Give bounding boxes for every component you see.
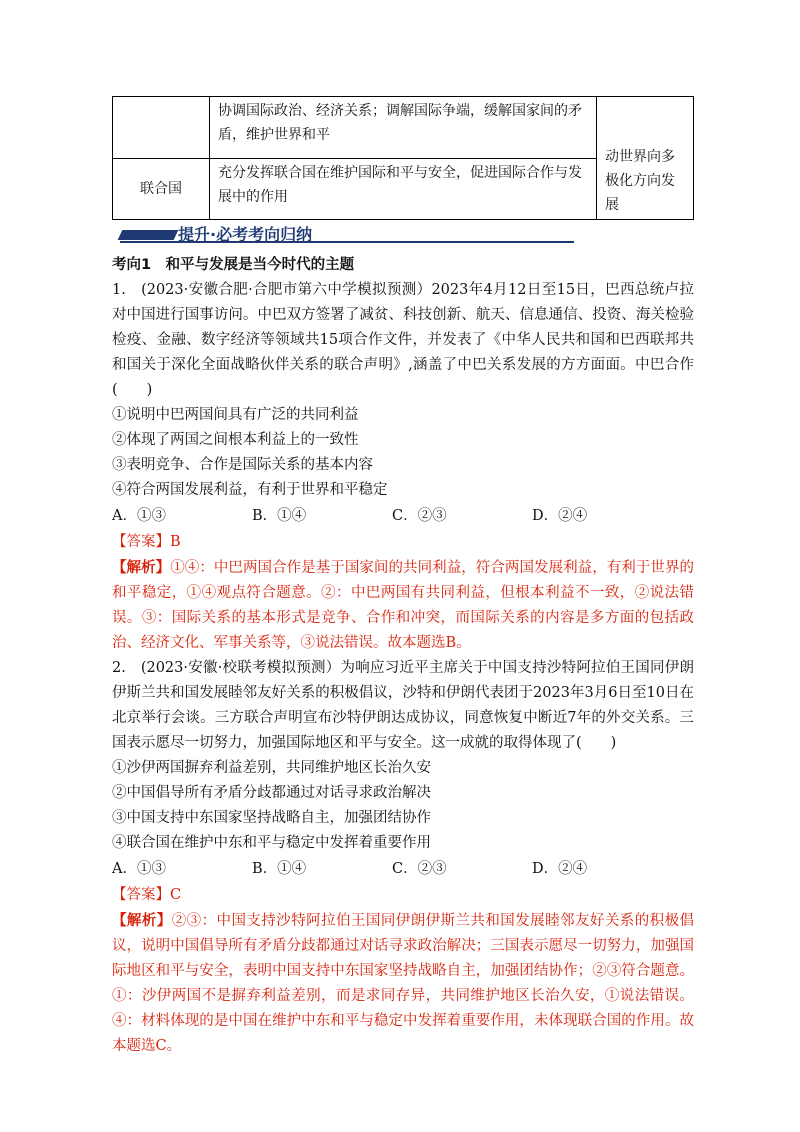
- choice-b: B．①④: [252, 861, 307, 877]
- table-cell: 充分发挥联合国在维护国际和平与安全，促进国际合作与发展中的作用: [210, 158, 597, 220]
- question-statement: ②中国倡导所有矛盾分歧都通过对话寻求政治解决: [112, 785, 431, 801]
- choice-a: A．①③: [112, 508, 166, 524]
- question-statement: ①沙伊两国摒弃利益差别，共同维护地区长治久安: [112, 760, 431, 776]
- answer-label: 【答案】: [112, 887, 170, 903]
- choice-d: D．②④: [532, 508, 588, 524]
- question-1: [112, 278, 694, 656]
- banner-title: 提升·必考考向归纳: [178, 225, 313, 244]
- banner-bar-decoration: [118, 230, 179, 240]
- answer-choices: [112, 856, 694, 882]
- section-heading: 考向1 和平与发展是当今时代的主题: [112, 257, 355, 273]
- table-cell: [597, 97, 694, 220]
- analysis-block: [112, 555, 694, 656]
- question-statement: ①说明中巴两国间具有广泛的共同利益: [112, 407, 359, 423]
- analysis-text: ①④：中巴两国合作是基于国家间的共同利益，符合两国发展利益，有利于世界的和平稳定，①④观点符合题意。②：中巴两国有共同利益，但根本利益不一致，②说法错误。③：国际关系的基本形式是竞争、合作和冲突，而国际关系的内容是多方面的包括政治、经济文化、军事关系等，③说法错误。故本题选B。: [112, 560, 695, 651]
- table-cell: [113, 97, 210, 159]
- answer-line: [112, 529, 694, 555]
- analysis-text: ②③：中国支持沙特阿拉伯王国同伊朗伊斯兰共和国发展睦邻友好关系的积极倡议，说明中国倡导所有矛盾分歧都通过对话寻求政治解决；三国表示愿尽一切努力，加强国际地区和平与安全，表明中国支持中东国家坚持战略自主，加强团结协作；②③符合题意。①：沙伊两国不是摒弃利益差别，而是求同存异，共同维护地区长治久安，①说法错误。④：材料体现的是中国在维护中东和平与稳定中发挥着重要作用，未体现联合国的作用。故本题选C。: [112, 913, 695, 1054]
- answer-value: B: [170, 534, 181, 550]
- question-statement: ②体现了两国之间根本利益上的一致性: [112, 432, 359, 448]
- question-statement: ④符合两国发展利益，有利于世界和平稳定: [112, 482, 388, 498]
- section-banner: [112, 222, 694, 246]
- table-cell-text: 动世界向多极化方向发展: [605, 149, 675, 213]
- analysis-label: 【解析】: [112, 912, 172, 929]
- question-2: [112, 656, 694, 1059]
- comparison-table: [112, 96, 694, 220]
- choice-d: D．②④: [532, 861, 588, 877]
- question-statement: ④联合国在维护中东和平与稳定中发挥着重要作用: [112, 835, 431, 851]
- choice-b: B．①④: [252, 508, 307, 524]
- question-stem: 1. (2023·安徽合肥·合肥市第六中学模拟预测）2023年4月12日至15日，巴西总统卢拉对中国进行国事访问。中巴双方签署了减贫、科技创新、航天、信息通信、投资、海关检验检疫、金融、数字经济等领域共15项合作文件，并发表了《中华人民共和国和巴西联邦共和国关于深化全面战略伙伴关系的联合声明》,涵盖了中巴关系发展的方方面面。中巴合作( ): [112, 282, 694, 398]
- table-cell: 联合国: [113, 158, 210, 220]
- question-statement: ③表明竞争、合作是国际关系的基本内容: [112, 457, 373, 473]
- analysis-label: 【解析】: [112, 559, 171, 576]
- table-row: [113, 97, 694, 159]
- analysis-block: [112, 908, 694, 1059]
- answer-label: 【答案】: [112, 534, 170, 550]
- page-content: [112, 96, 694, 1059]
- choice-a: A．①③: [112, 861, 166, 877]
- table-cell: 协调国际政治、经济关系；调解国际争端，缓解国家间的矛盾，维护世界和平: [210, 97, 597, 159]
- choice-c: C．②③: [392, 861, 447, 877]
- answer-line: [112, 882, 694, 908]
- answer-value: C: [170, 887, 182, 903]
- choice-c: C．②③: [392, 508, 447, 524]
- question-statement: ③中国支持中东国家坚持战略自主，加强团结协作: [112, 810, 431, 826]
- question-stem: 2. (2023·安徽·校联考模拟预测）为响应习近平主席关于中国支持沙特阿拉伯王国同伊朗伊斯兰共和国发展睦邻友好关系的积极倡议，沙特和伊朗代表团于2023年3月6日至10日在北京举行会谈。三方联合声明宣布沙特伊朗达成协议，同意恢复中断近7年的外交关系。三国表示愿尽一切努力，加强国际地区和平与安全。这一成就的取得体现了( ): [112, 660, 694, 751]
- answer-choices: [112, 503, 694, 529]
